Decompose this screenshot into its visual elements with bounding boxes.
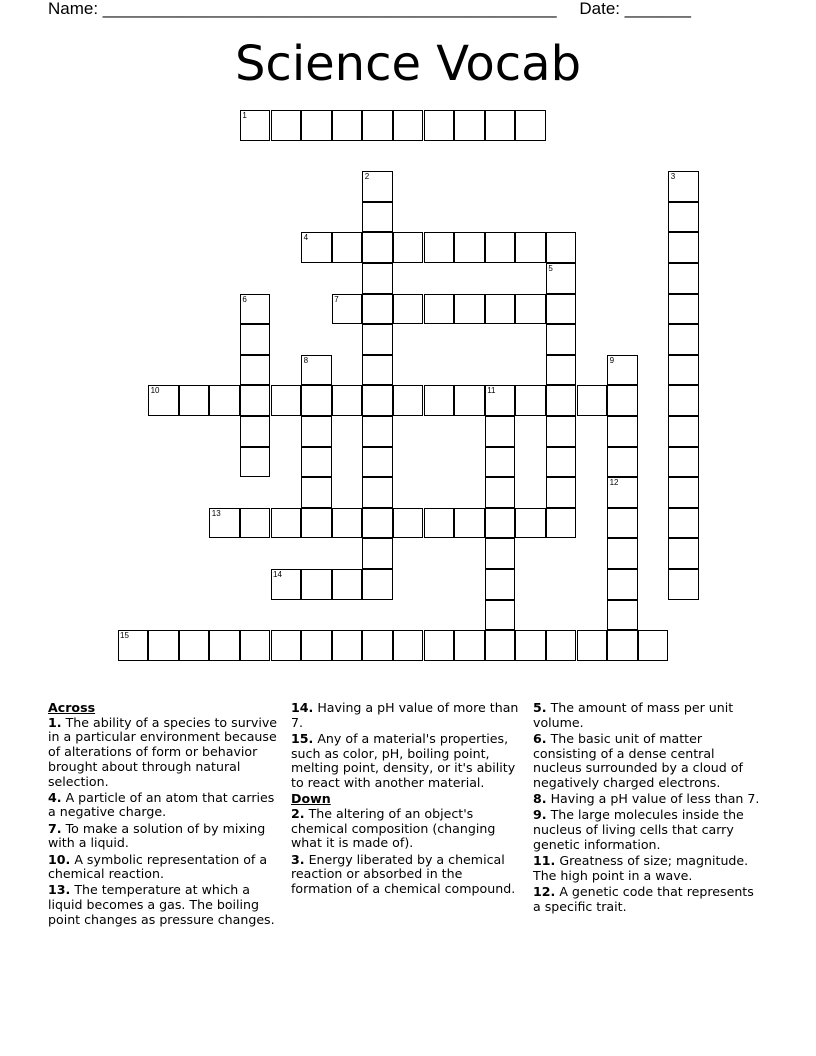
- across-heading: Across: [48, 700, 96, 715]
- grid-cell[interactable]: [607, 416, 638, 447]
- grid-cell[interactable]: [454, 232, 485, 263]
- down-heading: Down: [291, 791, 331, 807]
- grid-cell[interactable]: [362, 202, 393, 233]
- grid-cell[interactable]: [271, 110, 302, 141]
- grid-cell[interactable]: [240, 385, 271, 416]
- grid-cell[interactable]: [209, 385, 240, 416]
- grid-cell[interactable]: [515, 110, 546, 141]
- clue-down-9: 9. The large molecules inside the nucleus of living cells that carry genetic information.: [533, 807, 744, 852]
- grid-cell[interactable]: [485, 447, 516, 478]
- clue-down-3: 3. Energy liberated by a chemical reaction or absorbed in the formation of a chemical compound.: [291, 851, 516, 896]
- grid-cell[interactable]: [179, 630, 210, 661]
- grid-cell[interactable]: [148, 630, 179, 661]
- grid-cell[interactable]: [362, 232, 393, 263]
- grid-cell[interactable]: [240, 324, 271, 355]
- grid-cell[interactable]: [607, 385, 638, 416]
- grid-cell[interactable]: [240, 416, 271, 447]
- grid-cell[interactable]: [271, 569, 302, 600]
- grid-cell[interactable]: [362, 630, 393, 661]
- grid-cell[interactable]: [668, 294, 699, 325]
- grid-cell[interactable]: [301, 508, 332, 539]
- clue-number: 14: [273, 570, 282, 579]
- grid-cell[interactable]: [362, 385, 393, 416]
- grid-cell[interactable]: [668, 508, 699, 539]
- grid-cell[interactable]: [362, 263, 393, 294]
- grid-cell[interactable]: [393, 385, 424, 416]
- grid-cell[interactable]: [362, 569, 393, 600]
- grid-cell[interactable]: [515, 232, 546, 263]
- grid-cell[interactable]: [607, 447, 638, 478]
- grid-cell[interactable]: [515, 294, 546, 325]
- clues-column-3: [533, 701, 765, 916]
- grid-cell[interactable]: [485, 232, 516, 263]
- clue-down-12: 12. A genetic code that represents a specific trait.: [533, 883, 754, 914]
- grid-cell[interactable]: [607, 477, 638, 508]
- grid-cell[interactable]: [546, 294, 577, 325]
- grid-cell[interactable]: [668, 477, 699, 508]
- grid-cell[interactable]: [485, 630, 516, 661]
- grid-cell[interactable]: [240, 508, 271, 539]
- grid-cell[interactable]: [668, 569, 699, 600]
- grid-cell[interactable]: [668, 202, 699, 233]
- grid-cell[interactable]: [301, 630, 332, 661]
- grid-cell[interactable]: [546, 385, 577, 416]
- grid-cell[interactable]: [332, 630, 363, 661]
- grid-cell[interactable]: [546, 263, 577, 294]
- grid-cell[interactable]: [485, 416, 516, 447]
- grid-cell[interactable]: [240, 294, 271, 325]
- grid-cell[interactable]: [485, 110, 516, 141]
- clues-column-1: [48, 701, 284, 929]
- grid-cell[interactable]: [240, 447, 271, 478]
- clues-column-2: [291, 701, 527, 898]
- grid-cell[interactable]: [424, 110, 455, 141]
- grid-cell[interactable]: [668, 416, 699, 447]
- clue-number: 1: [242, 111, 247, 120]
- clue-across-14: 14. Having a pH value of more than 7.: [291, 700, 519, 730]
- grid-cell[interactable]: [546, 324, 577, 355]
- grid-cell[interactable]: [607, 600, 638, 631]
- grid-cell[interactable]: [118, 630, 149, 661]
- grid-cell[interactable]: [485, 294, 516, 325]
- clue-across-10: 10. A symbolic representation of a chemical reaction.: [48, 851, 268, 882]
- grid-cell[interactable]: [546, 416, 577, 447]
- clue-number: 10: [150, 386, 160, 396]
- grid-cell[interactable]: [668, 355, 699, 386]
- grid-cell[interactable]: [179, 385, 210, 416]
- grid-cell[interactable]: [607, 508, 638, 539]
- clue-down-2: 2. The altering of an object's chemical composition (changing what it is made of).: [291, 805, 496, 851]
- grid-cell[interactable]: [148, 385, 179, 416]
- grid-cell[interactable]: [515, 385, 546, 416]
- grid-cell[interactable]: [271, 385, 302, 416]
- clue-across-1: 1. The ability of a species to survive in a particular environment because of alterations of form or behavior brought about through natural selection.: [48, 714, 278, 789]
- clue-down-6: 6. The basic unit of matter consisting of a dense central nucleus surrounded by a cloud of negatively charged electrons.: [533, 730, 743, 791]
- date-field-label: Date: _______: [579, 0, 691, 18]
- grid-cell[interactable]: [546, 630, 577, 661]
- clue-number: 4: [303, 233, 309, 243]
- grid-cell[interactable]: [271, 508, 302, 539]
- grid-cell[interactable]: [424, 630, 455, 661]
- grid-cell[interactable]: [424, 232, 455, 263]
- grid-cell[interactable]: [393, 232, 424, 263]
- grid-cell[interactable]: [454, 630, 485, 661]
- grid-cell[interactable]: [209, 508, 240, 539]
- grid-cell[interactable]: [424, 385, 455, 416]
- grid-cell[interactable]: [362, 110, 393, 141]
- grid-cell[interactable]: [668, 447, 699, 478]
- grid-cell[interactable]: [668, 324, 699, 355]
- grid-cell[interactable]: [362, 294, 393, 325]
- clue-number: 8: [303, 355, 309, 365]
- grid-cell[interactable]: [638, 630, 669, 661]
- grid-cell[interactable]: [577, 630, 608, 661]
- grid-cell[interactable]: [301, 355, 332, 386]
- grid-cell[interactable]: [362, 447, 393, 478]
- clue-number: 3: [670, 172, 676, 182]
- grid-cell[interactable]: [332, 110, 363, 141]
- grid-cell[interactable]: [240, 110, 271, 141]
- grid-cell[interactable]: [332, 508, 363, 539]
- grid-cell[interactable]: [362, 324, 393, 355]
- clue-across-7: 7. To make a solution of by mixing with a liquid.: [48, 820, 266, 851]
- clue-number: 11: [487, 386, 496, 396]
- grid-cell[interactable]: [240, 630, 271, 661]
- grid-cell[interactable]: [362, 508, 393, 539]
- grid-cell[interactable]: [301, 416, 332, 447]
- grid-cell[interactable]: [485, 600, 516, 631]
- grid-cell[interactable]: [485, 508, 516, 539]
- grid-cell[interactable]: [546, 232, 577, 263]
- grid-cell[interactable]: [607, 355, 638, 386]
- grid-cell[interactable]: [454, 385, 485, 416]
- clue-across-15: 15. Any of a material's properties, such as color, pH, boiling point, melting point, density, or it's ability to react with another material.: [291, 730, 516, 791]
- grid-cell[interactable]: [668, 385, 699, 416]
- grid-cell[interactable]: [424, 508, 455, 539]
- clue-down-8: 8. Having a pH value of less than 7.: [533, 791, 760, 807]
- grid-cell[interactable]: [332, 232, 363, 263]
- grid-cell[interactable]: [454, 110, 485, 141]
- grid-cell[interactable]: [362, 171, 393, 202]
- grid-cell[interactable]: [362, 416, 393, 447]
- grid-cell[interactable]: [546, 447, 577, 478]
- clue-number: 7: [334, 294, 339, 304]
- grid-cell[interactable]: [485, 477, 516, 508]
- grid-cell[interactable]: [393, 294, 424, 325]
- clue-number: 15: [120, 631, 129, 641]
- grid-cell[interactable]: [362, 538, 393, 569]
- grid-cell[interactable]: [607, 569, 638, 600]
- grid-cell[interactable]: [668, 232, 699, 263]
- clue-across-4: 4. A particle of an atom that carries a negative charge.: [48, 789, 275, 820]
- grid-cell[interactable]: [454, 294, 485, 325]
- clue-number: 12: [609, 478, 619, 488]
- grid-cell[interactable]: [424, 294, 455, 325]
- grid-cell[interactable]: [546, 477, 577, 508]
- grid-cell[interactable]: [485, 569, 516, 600]
- grid-cell[interactable]: [301, 385, 332, 416]
- grid-cell[interactable]: [668, 171, 699, 202]
- grid-cell[interactable]: [209, 630, 240, 661]
- grid-cell[interactable]: [515, 630, 546, 661]
- grid-cell[interactable]: [362, 477, 393, 508]
- grid-cell[interactable]: [301, 447, 332, 478]
- grid-cell[interactable]: [332, 385, 363, 416]
- grid-cell[interactable]: [301, 477, 332, 508]
- clue-across-13: 13. The temperature at which a liquid becomes a gas. The boiling point changes as pressure changes.: [48, 882, 275, 927]
- grid-cell[interactable]: [485, 538, 516, 569]
- grid-cell[interactable]: [301, 569, 332, 600]
- grid-cell[interactable]: [362, 355, 393, 386]
- grid-cell[interactable]: [607, 630, 638, 661]
- page-title: Science Vocab: [234, 36, 582, 92]
- clue-down-5: 5. The amount of mass per unit volume.: [533, 700, 734, 730]
- grid-cell[interactable]: [668, 538, 699, 569]
- grid-cell[interactable]: [301, 110, 332, 141]
- clue-number: 9: [609, 355, 615, 365]
- grid-cell[interactable]: [546, 355, 577, 386]
- clue-number: 5: [548, 264, 553, 273]
- clue-number: 2: [364, 172, 370, 182]
- grid-cell[interactable]: [515, 508, 546, 539]
- grid-cell[interactable]: [485, 385, 516, 416]
- name-field-label: Name: ________________________________________________: [48, 0, 557, 18]
- clue-down-11: 11. Greatness of size; magnitude. The high point in a wave.: [533, 853, 749, 883]
- grid-cell[interactable]: [332, 569, 363, 600]
- clue-number: 6: [242, 294, 247, 304]
- grid-cell[interactable]: [607, 538, 638, 569]
- grid-cell[interactable]: [393, 508, 424, 539]
- grid-cell[interactable]: [301, 232, 332, 263]
- grid-cell[interactable]: [393, 110, 424, 141]
- grid-cell[interactable]: [332, 294, 363, 325]
- grid-cell[interactable]: [271, 630, 302, 661]
- grid-cell[interactable]: [454, 508, 485, 539]
- grid-cell[interactable]: [393, 630, 424, 661]
- grid-cell[interactable]: [668, 263, 699, 294]
- grid-cell[interactable]: [546, 508, 577, 539]
- clue-number: 13: [211, 508, 221, 518]
- grid-cell[interactable]: [240, 355, 271, 386]
- grid-cell[interactable]: [577, 385, 608, 416]
